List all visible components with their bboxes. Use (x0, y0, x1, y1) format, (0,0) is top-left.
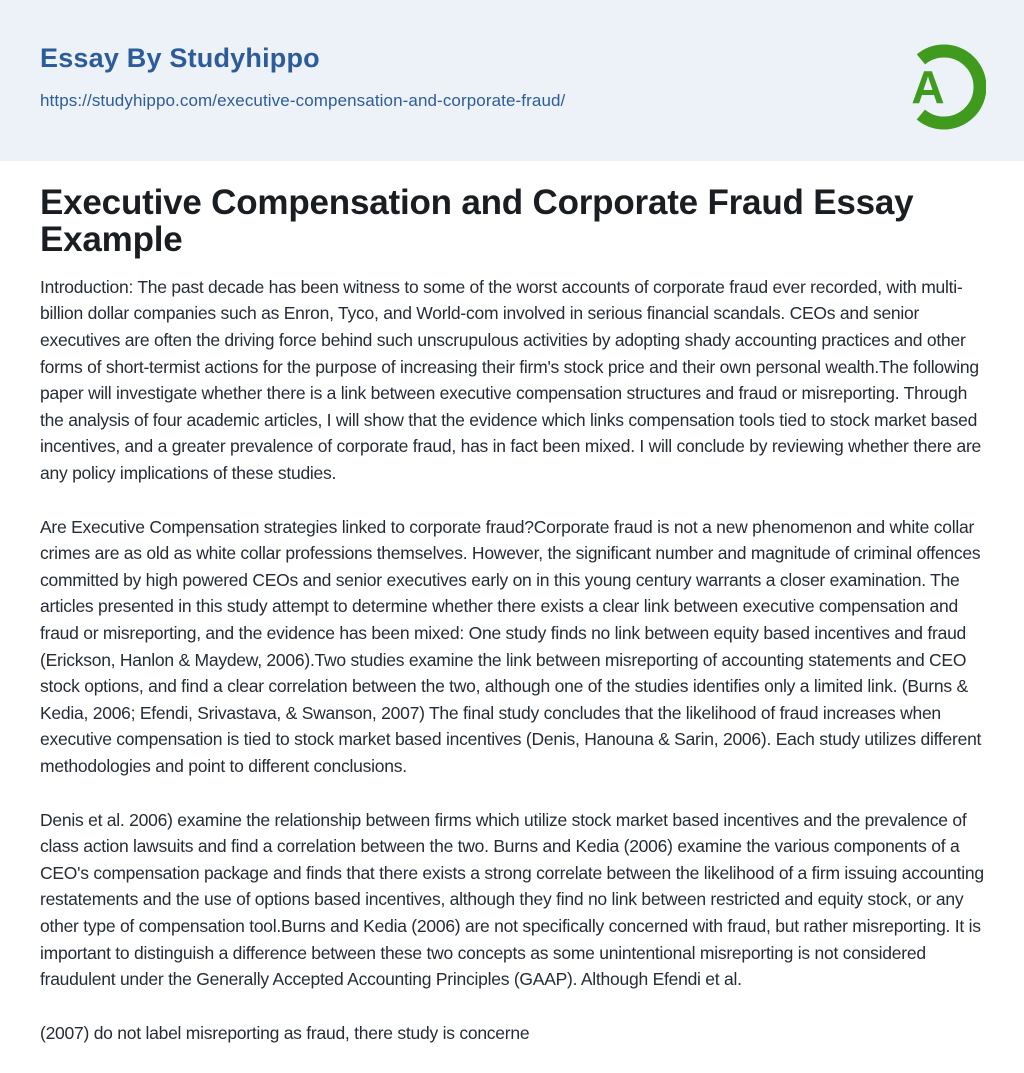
article-title: Executive Compensation and Corporate Fraud Essay Example (40, 183, 914, 260)
paragraph-question: Are Executive Compensation strategies linked to corporate fraud?Corporate fraud is not a new phenomenon and white collar crimes are as old as white collar professions themselves. However, the significant number and magnitude of criminal offences committed by high powered CEOs and senior executives early on in this young century warrants a closer examination. The articles presented in this study attempt to determine whether there exists a clear link between executive compensation and fraud or misreporting, and the evidence has been mixed: One study finds no link between equity based incentives and fraud (Erickson, Hanlon & Maydew, 2006).Two studies examine the link between misreporting of accounting statements and CEO stock options, and find a clear correlation between the two, although one of the studies identifies only a limited link. (Burns & Kedia, 2006; Efendi, Srivastava, & Swanson, 2007) The final study concludes that the likelihood of fraud increases when executive compensation is tied to stock market based incentives (Denis, Hanouna & Sarin, 2006). Each study utilizes different methodologies and point to different conclusions. (40, 516, 982, 776)
paragraph-truncated: (2007) do not label misreporting as fraud, there study is concerne (40, 1022, 530, 1043)
logo-letter: A (911, 61, 945, 113)
paragraph-studies: Denis et al. 2006) examine the relationship between firms which utilize stock market based incentives and the prevalence of class action lawsuits and find a correlation between the two. Burns and Kedia (2006) examine the various components of a CEO's compensation package and finds that there exists a strong correlate between the likelihood of a firm issuing accounting restatements and the use of options based incentives, although they find no link between restricted and equity stock, or any other type of compensation tool.Burns and Kedia (2006) are not specifically concerned with fraud, but rather misreporting. It is important to distinguish a difference between these two concepts as some unintentional misreporting is not considered fraudulent under the Generally Accepted Accounting Principles (GAAP). Although Efendi et al. (40, 809, 984, 990)
studyhippo-logo-icon (898, 40, 986, 139)
header-text-block (40, 40, 565, 111)
article (0, 161, 1024, 1046)
site-title: Essay By Studyhippo (40, 43, 320, 73)
paragraph-intro: Introduction: The past decade has been witness to some of the worst accounts of corporate fraud ever recorded, with multi-billion dollar companies such as Enron, Tyco, and World-com involved in serious financial scandals. CEOs and senior executives are often the driving force behind such unscrupulous activities by adopting shady accounting practices and other forms of short-termist actions for the purpose of increasing their firm's stock price and their own personal wealth.The following paper will investigate whether there is a link between executive compensation structures and fraud or misreporting. Through the analysis of four academic articles, I will show that the evidence which links compensation tools tied to stock market based incentives, and a greater prevalence of corporate fraud, has in fact been mixed. I will conclude by reviewing whether there are any policy implications of these studies. (40, 276, 982, 484)
page-header (0, 0, 1024, 161)
article-body (40, 274, 984, 1046)
article-url-link[interactable]: https://studyhippo.com/executive-compensation-and-corporate-fraud/ (40, 90, 566, 110)
